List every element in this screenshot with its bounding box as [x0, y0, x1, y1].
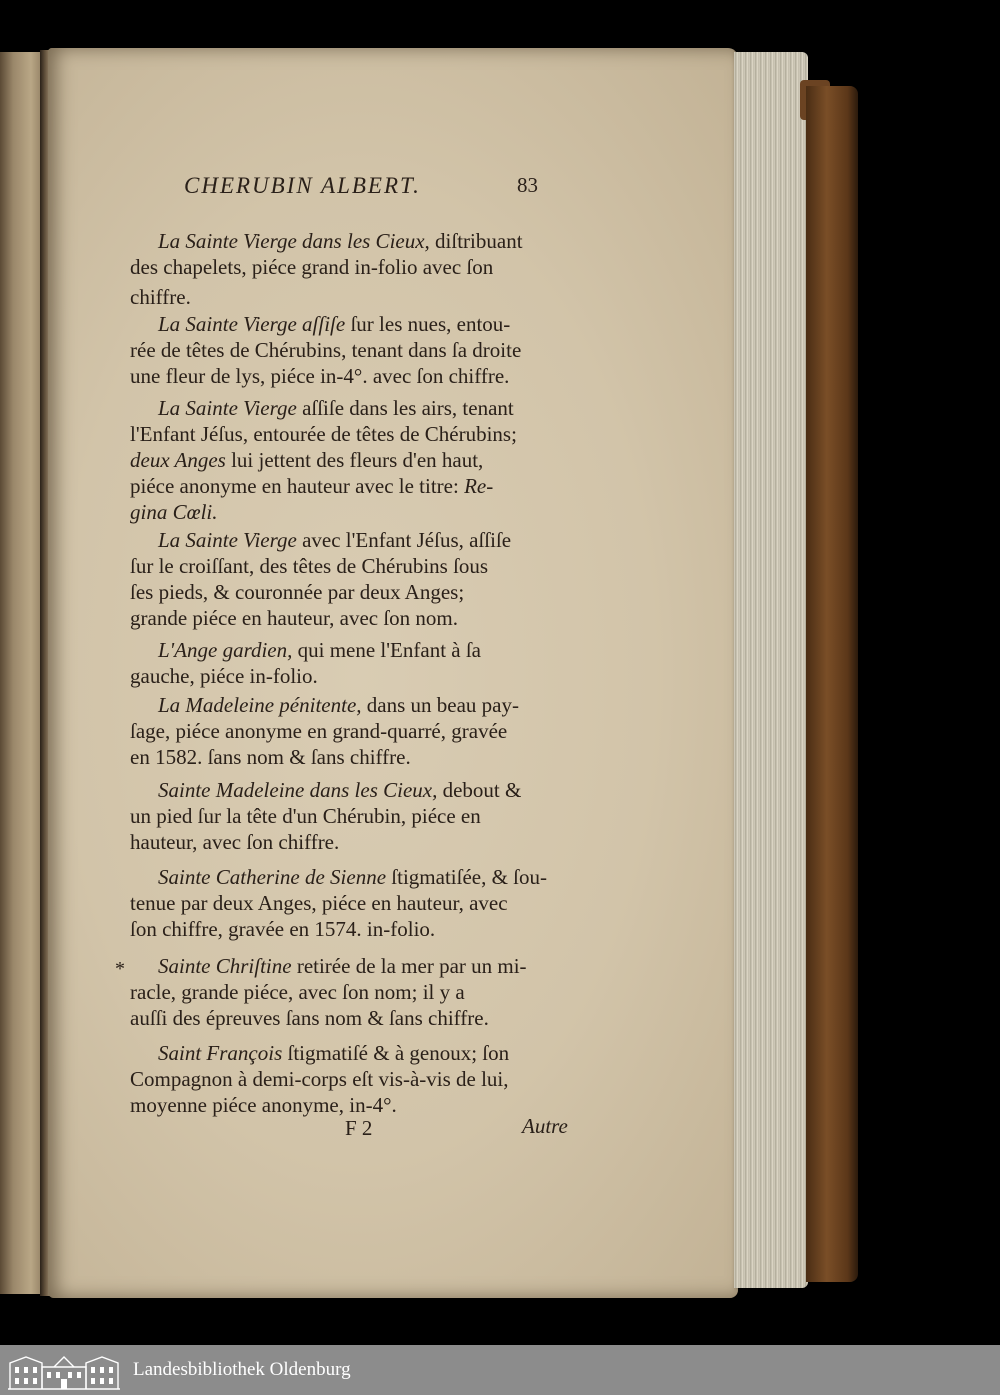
text-line: [130, 553, 576, 579]
italic-run: La Sainte Vierge: [158, 528, 297, 552]
text-run: ſtigmatiſé & à genoux; ſon: [282, 1041, 510, 1065]
text-run: gauche, piéce in-folio.: [130, 664, 318, 688]
italic-run: Sainte Catherine de Sienne: [158, 865, 387, 889]
text-line: [130, 421, 576, 447]
footer-bar: [0, 1345, 1000, 1395]
text-run: un pied ſur la tête d'un Chérubin, piéce en: [130, 804, 481, 828]
text-run: l'Enfant Jéſus, entourée de têtes de Chérubins;: [130, 422, 517, 446]
text-run: moyenne piéce anonyme, in-4°.: [130, 1093, 397, 1117]
text-line: [158, 527, 576, 553]
library-building-icon: [6, 1349, 122, 1391]
text-line: [158, 311, 576, 337]
italic-run: gina Cœli.: [130, 500, 218, 524]
text-line: [130, 979, 576, 1005]
text-run: qui mene l'Enfant à ſa: [292, 638, 482, 662]
italic-run: deux Anges: [130, 448, 226, 472]
text-run: en 1582. ſans nom & ſans chiffre.: [130, 745, 411, 769]
signature-mark: F 2: [345, 1116, 373, 1140]
footer-label: Landesbibliothek Oldenburg: [133, 1359, 351, 1380]
text-line: [130, 337, 576, 363]
text-line: [130, 1092, 576, 1118]
text-line: [130, 605, 576, 631]
italic-run: Sainte Chriſtine: [158, 954, 292, 978]
text-run: racle, grande piéce, avec ſon nom; il y a: [130, 980, 465, 1004]
text-run: Compagnon à demi-corps eſt vis-à-vis de lui,: [130, 1067, 509, 1091]
text-run: une fleur de lys, piéce in-4°. avec ſon chiffre.: [130, 364, 510, 388]
text-run: diſtribuant: [429, 229, 523, 253]
text-line: [130, 663, 576, 689]
text-run: ſes pieds, & couronnée par deux Anges;: [130, 580, 465, 604]
text-run: auſſi des épreuves ſans nom & ſans chiffre.: [130, 1006, 489, 1030]
italic-run: L'Ange gardien,: [158, 638, 293, 662]
page-number: 83: [517, 173, 538, 197]
text-line: [158, 777, 576, 803]
text-line: [158, 692, 576, 718]
text-line: [130, 254, 576, 280]
text-line: [158, 637, 576, 663]
text-run: retirée de la mer par un mi-: [291, 954, 527, 978]
text-line: [130, 829, 576, 855]
text-run: aſſiſe dans les airs, tenant: [296, 396, 514, 420]
text-line: [130, 803, 576, 829]
italic-run: Saint François: [158, 1041, 283, 1065]
text-run: avec l'Enfant Jéſus, aſſiſe: [296, 528, 512, 552]
text-line: [130, 1005, 576, 1031]
text-run: tenue par deux Anges, piéce en hauteur, avec: [130, 891, 508, 915]
catchword: Autre: [522, 1114, 568, 1138]
italic-run: La Sainte Vierge aſſiſe: [158, 312, 346, 336]
text-line: [130, 579, 576, 605]
text-run: hauteur, avec ſon chiffre.: [130, 830, 340, 854]
text-run: ſur les nues, entou-: [345, 312, 511, 336]
running-head: CHERUBIN ALBERT.: [184, 173, 421, 198]
italic-run: La Madeleine pénitente,: [158, 693, 362, 717]
italic-run: La Sainte Vierge dans les Cieux,: [158, 229, 430, 253]
text-line: [130, 363, 576, 389]
text-run: lui jettent des fleurs d'en haut,: [225, 448, 484, 472]
text-run: ſage, piéce anonyme en grand-quarré, gravée: [130, 719, 508, 743]
text-line: [130, 473, 576, 499]
text-line: [158, 1040, 576, 1066]
text-line: [130, 1066, 576, 1092]
italic-run: Re-: [464, 474, 494, 498]
text-run: chiffre.: [130, 285, 191, 309]
text-run: ſtigmatiſée, & ſou-: [386, 865, 547, 889]
text-line: [130, 718, 576, 744]
text-run: ſur le croiſſant, des têtes de Chérubins ſous: [130, 554, 489, 578]
text-run: piéce anonyme en hauteur avec le titre:: [130, 474, 465, 498]
text-run: debout &: [437, 778, 522, 802]
text-line: [130, 916, 576, 942]
italic-run: Sainte Madeleine dans les Cieux,: [158, 778, 438, 802]
text-run: grande piéce en hauteur, avec ſon nom.: [130, 606, 459, 630]
asterisk-mark: *: [115, 958, 125, 980]
text-line: [158, 953, 576, 979]
text-run: ſon chiffre, gravée en 1574. in-folio.: [130, 917, 436, 941]
text-line: [158, 864, 576, 890]
text-line: [130, 499, 576, 525]
text-line: [130, 744, 576, 770]
text-line: [130, 284, 576, 310]
text-line: [158, 228, 576, 254]
text-line: [158, 395, 576, 421]
text-run: dans un beau pay-: [361, 693, 519, 717]
text-run: des chapelets, piéce grand in-folio avec ſon: [130, 255, 494, 279]
text-line: [130, 890, 576, 916]
italic-run: La Sainte Vierge: [158, 396, 297, 420]
text-line: [130, 447, 576, 473]
text-run: rée de têtes de Chérubins, tenant dans ſa droite: [130, 338, 522, 362]
